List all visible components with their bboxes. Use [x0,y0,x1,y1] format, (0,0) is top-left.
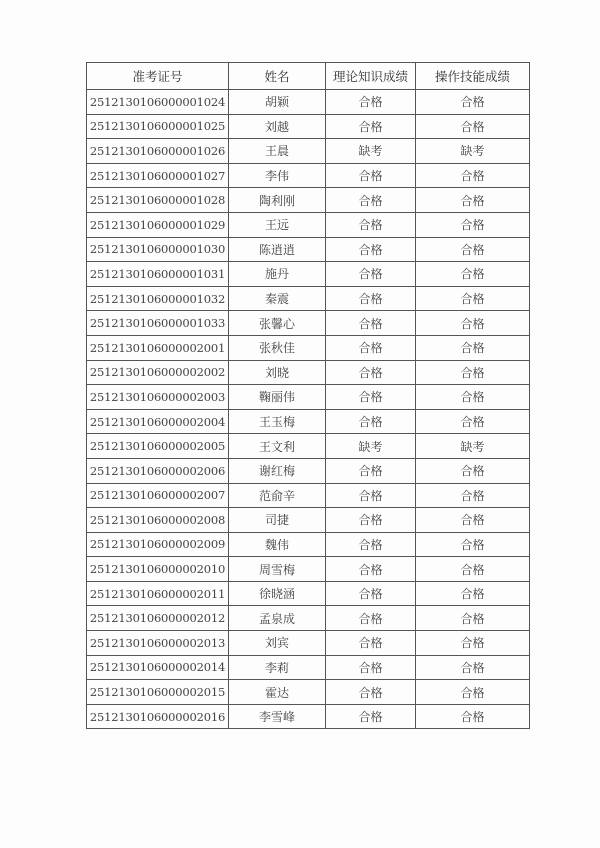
name-cell: 张秋佳 [229,335,326,360]
skill-score-cell: 合格 [416,335,530,360]
table-row [87,90,530,115]
exam-id-cell: 2512130106000002002 [87,360,229,385]
theory-score-cell: 合格 [326,655,416,680]
theory-score-cell: 合格 [326,237,416,262]
table-row [87,114,530,139]
table-row [87,680,530,705]
name-cell: 谢红梅 [229,458,326,483]
skill-score-cell: 合格 [416,704,530,729]
name-cell: 陶利刚 [229,188,326,213]
theory-score-cell: 合格 [326,335,416,360]
table-row [87,458,530,483]
exam-id-cell: 2512130106000002007 [87,483,229,508]
exam-id-cell: 2512130106000002012 [87,606,229,631]
table-row [87,606,530,631]
name-cell: 陈逍逍 [229,237,326,262]
table-header [87,63,530,90]
skill-score-cell: 合格 [416,360,530,385]
table-row [87,335,530,360]
skill-score-cell: 合格 [416,680,530,705]
theory-score-cell: 合格 [326,311,416,336]
exam-id-cell: 2512130106000001031 [87,262,229,287]
skill-score-cell: 合格 [416,631,530,656]
theory-score-cell: 合格 [326,262,416,287]
header-skill-score: 操作技能成绩 [416,63,530,90]
table-row [87,139,530,164]
exam-id-cell: 2512130106000002006 [87,458,229,483]
theory-score-cell: 合格 [326,606,416,631]
skill-score-cell: 合格 [416,163,530,188]
theory-score-cell: 合格 [326,114,416,139]
exam-id-cell: 2512130106000002013 [87,631,229,656]
exam-id-cell: 2512130106000001029 [87,212,229,237]
table-row [87,483,530,508]
theory-score-cell: 合格 [326,581,416,606]
name-cell: 秦震 [229,286,326,311]
exam-id-cell: 2512130106000001032 [87,286,229,311]
exam-id-cell: 2512130106000001030 [87,237,229,262]
skill-score-cell: 合格 [416,606,530,631]
name-cell: 刘宾 [229,631,326,656]
table-body [87,90,530,729]
skill-score-cell: 合格 [416,508,530,533]
theory-score-cell: 缺考 [326,139,416,164]
skill-score-cell: 缺考 [416,434,530,459]
skill-score-cell: 合格 [416,90,530,115]
table-row [87,360,530,385]
name-cell: 胡颖 [229,90,326,115]
name-cell: 张馨心 [229,311,326,336]
table-row [87,286,530,311]
theory-score-cell: 合格 [326,557,416,582]
skill-score-cell: 合格 [416,188,530,213]
table-row [87,188,530,213]
name-cell: 魏伟 [229,532,326,557]
name-cell: 王文利 [229,434,326,459]
theory-score-cell: 合格 [326,212,416,237]
table-row [87,163,530,188]
name-cell: 范俞辛 [229,483,326,508]
skill-score-cell: 合格 [416,458,530,483]
skill-score-cell: 合格 [416,212,530,237]
theory-score-cell: 合格 [326,360,416,385]
table-row [87,237,530,262]
exam-id-cell: 2512130106000001025 [87,114,229,139]
name-cell: 李莉 [229,655,326,680]
table-row [87,311,530,336]
name-cell: 李伟 [229,163,326,188]
name-cell: 王玉梅 [229,409,326,434]
name-cell: 施丹 [229,262,326,287]
skill-score-cell: 合格 [416,114,530,139]
table-row [87,581,530,606]
name-cell: 鞠丽伟 [229,385,326,410]
table-row [87,434,530,459]
header-exam-id: 准考证号 [87,63,229,90]
table-row [87,409,530,434]
exam-id-cell: 2512130106000002014 [87,655,229,680]
table-row [87,262,530,287]
theory-score-cell: 缺考 [326,434,416,459]
table-row [87,557,530,582]
exam-id-cell: 2512130106000002016 [87,704,229,729]
exam-id-cell: 2512130106000002001 [87,335,229,360]
name-cell: 司捷 [229,508,326,533]
exam-id-cell: 2512130106000001033 [87,311,229,336]
table-row [87,508,530,533]
exam-id-cell: 2512130106000001026 [87,139,229,164]
header-name: 姓名 [229,63,326,90]
theory-score-cell: 合格 [326,532,416,557]
name-cell: 王远 [229,212,326,237]
exam-id-cell: 2512130106000002015 [87,680,229,705]
exam-id-cell: 2512130106000001027 [87,163,229,188]
header-theory-score: 理论知识成绩 [326,63,416,90]
skill-score-cell: 合格 [416,557,530,582]
exam-id-cell: 2512130106000001024 [87,90,229,115]
theory-score-cell: 合格 [326,704,416,729]
theory-score-cell: 合格 [326,409,416,434]
exam-id-cell: 2512130106000001028 [87,188,229,213]
theory-score-cell: 合格 [326,163,416,188]
skill-score-cell: 合格 [416,311,530,336]
theory-score-cell: 合格 [326,483,416,508]
exam-id-cell: 2512130106000002004 [87,409,229,434]
table-row [87,212,530,237]
table-row [87,532,530,557]
skill-score-cell: 缺考 [416,139,530,164]
theory-score-cell: 合格 [326,188,416,213]
theory-score-cell: 合格 [326,385,416,410]
name-cell: 刘越 [229,114,326,139]
name-cell: 王晨 [229,139,326,164]
exam-id-cell: 2512130106000002009 [87,532,229,557]
skill-score-cell: 合格 [416,655,530,680]
skill-score-cell: 合格 [416,532,530,557]
name-cell: 霍达 [229,680,326,705]
skill-score-cell: 合格 [416,262,530,287]
exam-id-cell: 2512130106000002010 [87,557,229,582]
theory-score-cell: 合格 [326,90,416,115]
exam-id-cell: 2512130106000002005 [87,434,229,459]
table-row [87,631,530,656]
name-cell: 徐晓涵 [229,581,326,606]
header-row [87,63,530,90]
skill-score-cell: 合格 [416,286,530,311]
skill-score-cell: 合格 [416,483,530,508]
name-cell: 孟泉成 [229,606,326,631]
exam-id-cell: 2512130106000002003 [87,385,229,410]
theory-score-cell: 合格 [326,680,416,705]
skill-score-cell: 合格 [416,385,530,410]
exam-id-cell: 2512130106000002008 [87,508,229,533]
theory-score-cell: 合格 [326,631,416,656]
exam-results-table [86,62,530,729]
skill-score-cell: 合格 [416,409,530,434]
name-cell: 李雪峰 [229,704,326,729]
skill-score-cell: 合格 [416,237,530,262]
theory-score-cell: 合格 [326,286,416,311]
exam-id-cell: 2512130106000002011 [87,581,229,606]
table-row [87,704,530,729]
name-cell: 周雪梅 [229,557,326,582]
theory-score-cell: 合格 [326,458,416,483]
theory-score-cell: 合格 [326,508,416,533]
table-row [87,385,530,410]
name-cell: 刘晓 [229,360,326,385]
table-row [87,655,530,680]
skill-score-cell: 合格 [416,581,530,606]
